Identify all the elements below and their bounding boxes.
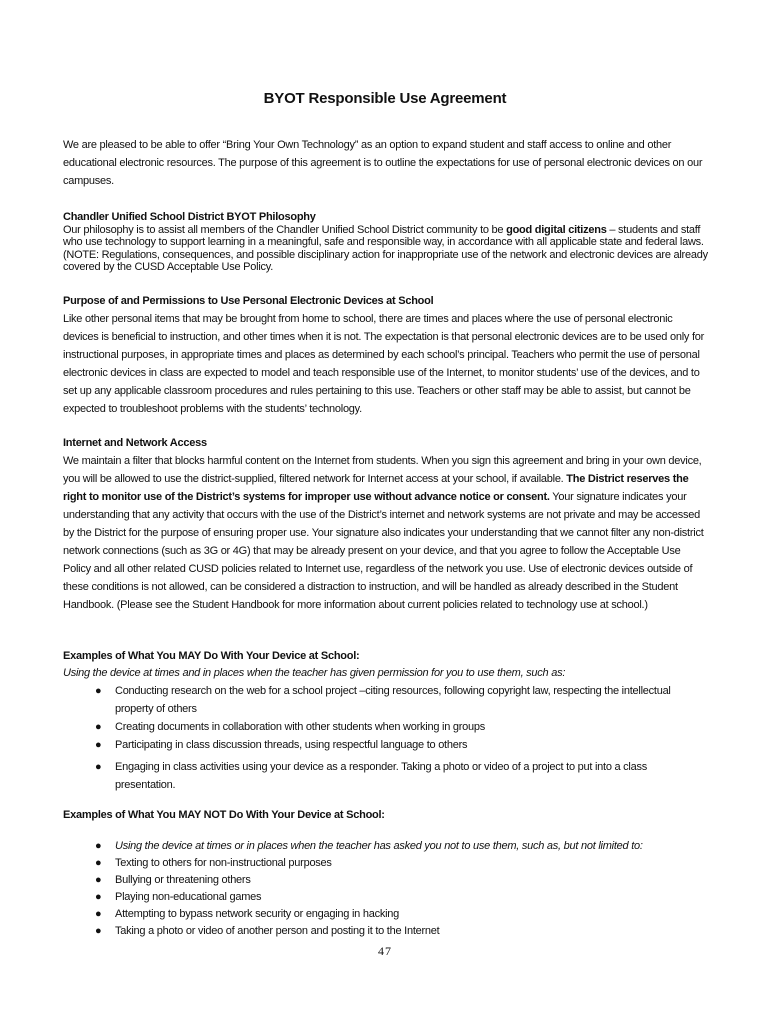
list-item: ● Using the device at times or in places when the teacher has asked you not to use them, such as, but not limited to: <box>95 838 695 855</box>
bullet-icon: ● <box>95 925 102 937</box>
list-item: ● Participating in class discussion threads, using respectful language to others <box>95 736 695 754</box>
philosophy-text-after: – students and staff who use technology to support learning in a meaningful, safe and responsible way, in accordance with all applicable state and federal laws. (NOTE: Regulations, consequences, and possible disciplinary action for inappropriate use of the network and electronic devices are already covered by the CUSD Acceptable Use Policy. <box>63 223 708 273</box>
philosophy-section <box>63 211 708 274</box>
philosophy-text-before: Our philosophy is to assist all members of the Chandler Unified School District community to be <box>63 223 507 236</box>
list-item: ● Engaging in class activities using your device as a responder. Taking a photo or video of a project to put into a class presentation. <box>95 758 695 794</box>
internet-text-before: We maintain a filter that blocks harmful content on the Internet from students. When you sign this agreement and bring in your own device, you will be allowed to use the district-supplied, filtered network for Internet access at your school, if available. <box>63 455 702 485</box>
purpose-text: Like other personal items that may be brought from home to school, there are times and places where the use of personal electronic devices is beneficial to instruction, and other times when it is not. The expectation is that personal electronic devices are to be used only for instructional purposes, in appropriate times and places as determined by each school’s principal. Teachers who permit the use of personal electronic devices in class are expected to model and teach responsible use of the Internet, to monitor students’ use of the devices, and to set up any applicable classroom procedures and rules pertaining to this use. Teachers or other staff may be able to assist, but cannot be expected to troubleshoot problems with the students’ technology. <box>63 313 705 415</box>
bullet-icon: ● <box>95 874 102 886</box>
may-do-heading: Examples of What You MAY Do With Your Device at School: <box>63 650 360 662</box>
may-not-do-list <box>95 838 695 940</box>
may-do-list <box>95 682 695 794</box>
bullet-icon: ● <box>95 891 102 903</box>
bullet-icon: ● <box>95 840 102 852</box>
bullet-icon: ● <box>95 721 102 733</box>
internet-section <box>63 434 708 614</box>
philosophy-bold-text: good digital citizens <box>506 223 607 236</box>
bullet-icon: ● <box>95 857 102 869</box>
bullet-icon: ● <box>95 739 102 751</box>
document-title: BYOT Responsible Use Agreement <box>263 90 507 107</box>
list-item: ● Attempting to bypass network security or engaging in hacking <box>95 906 695 923</box>
purpose-section <box>63 292 708 418</box>
list-item: ● Bullying or threatening others <box>95 872 695 889</box>
purpose-heading: Purpose of and Permissions to Use Personal Electronic Devices at School <box>63 295 434 307</box>
list-item: ● Texting to others for non-instructional purposes <box>95 855 695 872</box>
internet-heading: Internet and Network Access <box>63 437 207 449</box>
list-item: ● Creating documents in collaboration with other students when working in groups <box>95 718 695 736</box>
list-item: ● Taking a photo or video of another person and posting it to the Internet <box>95 923 695 940</box>
bullet-icon: ● <box>95 685 102 697</box>
internet-text-after: Your signature indicates your understanding that any activity that occurs with the use of the District’s internet and network systems are not private and may be accessed by the District for the purpose of ensuring proper use. Your signature also indicates your understanding that we cannot filter any non-district network connections (such as 3G or 4G) that may be already present on your device, and that you agree to follow the Acceptable Use Policy and all other related CUSD policies related to Internet use, regardless of the network you use. Use of electronic devices outside of these conditions is not allowed, can be considered a distraction to instruction, and will be handled as already described in the Student Handbook. (Please see the Student Handbook for more information about current policies related to technology use at school.) <box>63 491 704 611</box>
list-item: ● Playing non-educational games <box>95 889 695 906</box>
may-do-intro: Using the device at times and in places when the teacher has given permission for you to use them, such as: <box>63 667 566 679</box>
philosophy-heading: Chandler Unified School District BYOT Philosophy <box>63 211 316 223</box>
list-item: ● Conducting research on the web for a school project –citing resources, following copyright law, respecting the intellectual property of others <box>95 682 695 718</box>
page-number: 47 <box>378 944 392 958</box>
internet-bold-text: The District reserves the right to monitor use of the District’s systems for improper use without advance notice or consent. <box>63 473 689 503</box>
may-not-do-heading: Examples of What You MAY NOT Do With Your Device at School: <box>63 809 385 821</box>
bullet-icon: ● <box>95 908 102 920</box>
bullet-icon: ● <box>95 761 102 773</box>
intro-paragraph: We are pleased to be able to offer “Bring Your Own Technology” as an option to expand student and staff access to online and other educational electronic resources. The purpose of this agreement is to outline the expectations for use of personal electronic devices on our campuses. <box>63 139 703 187</box>
